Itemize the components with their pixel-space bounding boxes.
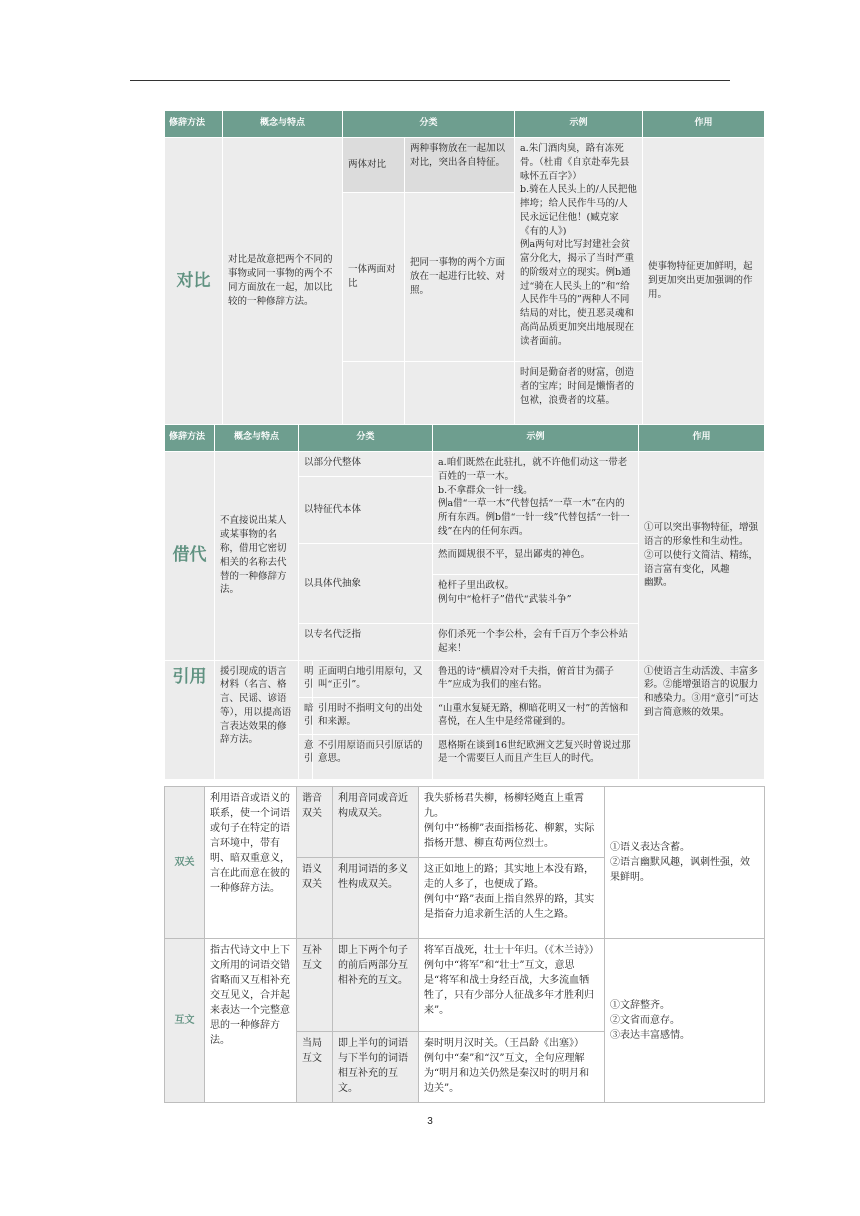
effect-text: ①语义表达含蓄。 ②语言幽默风趣，讽刺性强，效果鲜明。 (605, 787, 765, 939)
example-text: 恩格斯在谈到16世纪欧洲文艺复兴时曾说过那是一个需要巨人而且产生巨人的时代。 (433, 734, 639, 779)
header-concept: 概念与特点 (223, 111, 343, 138)
example-text: 这正如地上的路；其实地上本没有路，走的人多了，也便成了路。 例句中“路”表面上指自然界的路，其实是指奋力追求新生活的人生之路。 (419, 858, 605, 939)
category-desc: 利用词语的多义性构成双关。 (333, 858, 419, 939)
header-effect: 作用 (639, 425, 765, 452)
category-name: 意引 (299, 734, 313, 779)
example-text: 将军百战死，壮士十年归。（《木兰诗》） 例句中“将军”和“壮士”互文，意思是“将军和战士身经百战，大多流血牺牲了，只有少部分人征战多年才胜利归来”。 (419, 939, 605, 1032)
method-name: 引用 (165, 660, 215, 779)
category-desc: 不引用原语而只引原话的意思。 (313, 734, 433, 779)
category-desc: 即上半句的词语与下半句的词语相互补充的互文。 (333, 1032, 419, 1103)
example-text: 枪杆子里出政权。 例句中“枪杆子”借代“武装斗争” (433, 575, 639, 624)
method-name: 借代 (165, 452, 215, 661)
header-method: 修辞方法 (165, 111, 223, 138)
example-text: 时间是勤奋者的财富，创造者的宝库；时间是懒惰者的包袱，浪费者的坟墓。 (515, 362, 643, 425)
example-text: a.朱门酒肉臭，路有冻死骨。（杜甫《自京赴奉先县咏怀五百字》） b.骑在人民头上的/人民把他摔垮；给人民作牛马的/人民永远记住他！(臧克家《有的人》) 例a两句对比写封建社会贫富分化大，揭示了当时严重的阶级对立的现实。例b通过“骑在人民头上的”和“给人民作牛马的”两种人不同结局的对比，使丑恶灵魂和高尚品质更加突出地展现在读者面前。 (515, 138, 643, 362)
category-desc: 把同一事物的两个方面放在一起进行比较、对照。 (405, 193, 515, 362)
table-header-row (165, 111, 765, 138)
effect-text: 使事物特征更加鲜明，起到更加突出更加强调的作用。 (643, 138, 765, 425)
effect-text: ①可以突出事物特征，增强语言的形象性和生动性。 ②可以使行文简洁、精练，语言富有变化，风趣 幽默。 (639, 452, 765, 661)
category-desc: 即上下两个句子的前后两部分互相补充的互文。 (333, 939, 419, 1032)
header-example: 示例 (515, 111, 643, 138)
jiedai-yinyong-table (164, 424, 765, 780)
category-name: 一体两面对比 (343, 193, 405, 362)
concept-text: 援引现成的语言材料（名言、格言、民谣、谚语等），用以提高语言表达效果的修辞方法。 (215, 660, 299, 779)
category-desc: 两种事物放在一起加以对比，突出各自特征。 (405, 138, 515, 193)
category-name: 以具体代抽象 (299, 544, 433, 624)
category-name: 当局互文 (297, 1032, 333, 1103)
example-text: 然而圆规很不平，显出鄙夷的神色。 (433, 544, 639, 575)
table-header-row (165, 425, 765, 452)
category-name: 语义双关 (297, 858, 333, 939)
concept-text: 利用语音或语义的联系，使一个词语或句子在特定的语言环境中，带有明、暗双重意义，言在此而意在彼的一种修辞方法。 (205, 787, 297, 939)
category-name: 互补互文 (297, 939, 333, 1032)
example-text: 秦时明月汉时关。（王昌龄《出塞》） 例句中“秦”和“汉”互文，全句应理解为“明月和边关仍然是秦汉时的明月和边关”。 (419, 1032, 605, 1103)
category-desc: 利用音同或音近构成双关。 (333, 787, 419, 858)
header-effect: 作用 (643, 111, 765, 138)
example-text: a.咱们既然在此驻扎，就不许他们动这一带老百姓的一草一木。 b.不拿群众一针一线。 例a借“一草一木”代替包括“一草一木”在内的所有东西。例b借“一针一线”代替包括“一针一线”在内的任何东西。 (433, 452, 639, 544)
header-category: 分类 (299, 425, 433, 452)
category-name: 以部分代整体 (299, 452, 433, 477)
concept-text: 不直接说出某人或某事物的名称，借用它密切相关的名称去代替的一种修辞方法。 (215, 452, 299, 661)
method-name: 双关 (165, 787, 205, 939)
header-method: 修辞方法 (165, 425, 215, 452)
effect-text: ①文辞整齐。 ②文省而意存。 ③表达丰富感情。 (605, 939, 765, 1103)
header-rule (130, 80, 730, 81)
page-number: 3 (427, 1116, 433, 1127)
category-desc: 引用时不指明文句的出处和来源。 (313, 697, 433, 734)
category-name: 以特征代本体 (299, 477, 433, 544)
method-name: 互文 (165, 939, 205, 1103)
header-example: 示例 (433, 425, 639, 452)
method-name: 对比 (165, 138, 223, 425)
example-text: “山重水复疑无路，柳暗花明又一村”的苦恼和喜悦，在人生中是经常碰到的。 (433, 697, 639, 734)
category-name: 暗引 (299, 697, 313, 734)
shuangguan-huwen-table (164, 786, 765, 1103)
category-name: 谐音双关 (297, 787, 333, 858)
concept-text: 指古代诗文中上下文所用的词语交错省略而又互相补充交互见义，合并起来表达一个完整意思的一种修辞方法。 (205, 939, 297, 1103)
example-text: 鲁迅的诗“横眉冷对千夫指，俯首甘为孺子牛”应成为我们的座右铭。 (433, 660, 639, 697)
category-name: 两体对比 (343, 138, 405, 193)
header-concept: 概念与特点 (215, 425, 299, 452)
duibi-table (164, 110, 765, 425)
category-desc: 正面明白地引用原句，又叫“正引”。 (313, 660, 433, 697)
concept-text: 对比是故意把两个不同的事物或同一事物的两个不同方面放在一起，加以比较的一种修辞方法。 (223, 138, 343, 425)
example-text: 你们杀死一个李公朴，会有千百万个李公朴站起来！ (433, 624, 639, 661)
category-name: 以专名代泛指 (299, 624, 433, 661)
example-text: 我失骄杨君失柳，杨柳轻飏直上重霄九。 例句中“杨柳”表面指杨花、柳絮，实际指杨开慧、柳直荀两位烈士。 (419, 787, 605, 858)
header-category: 分类 (343, 111, 515, 138)
effect-text: ①使语言生动活泼、丰富多彩。②能增强语言的说服力和感染力。③用“意引”可达到言简意赅的效果。 (639, 660, 765, 779)
category-name: 明引 (299, 660, 313, 697)
